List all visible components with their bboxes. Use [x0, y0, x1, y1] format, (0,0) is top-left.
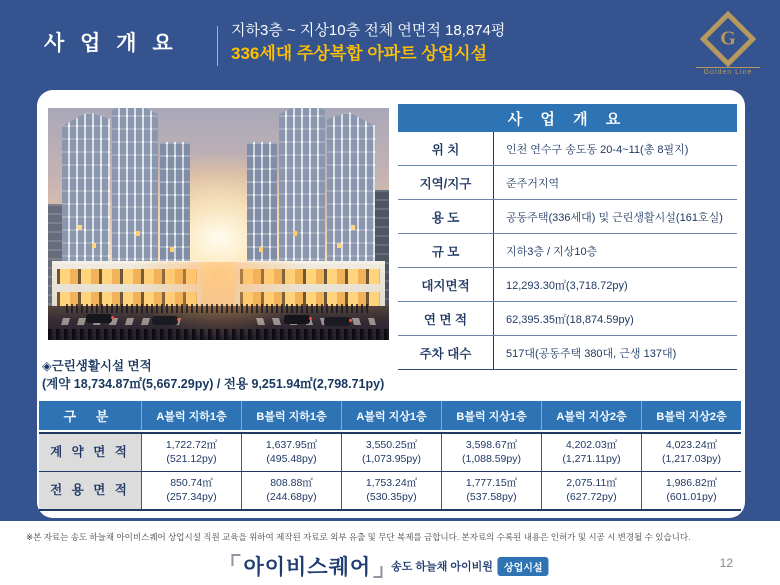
- cell-m2: 4,023.24㎡: [665, 438, 718, 451]
- street: [48, 306, 389, 340]
- header-cell: A블럭 지상1층: [342, 401, 442, 430]
- table-cell: [642, 434, 741, 471]
- cell-py: (1,088.59py): [462, 452, 521, 465]
- header-cell: B블럭 지상2층: [656, 410, 727, 423]
- table-row: [39, 471, 741, 509]
- cell-py: (495.48py): [266, 452, 317, 465]
- crowd: [66, 304, 371, 313]
- cell-m2: 4,202.03㎡: [565, 438, 618, 451]
- cell-m2: 1,753.24㎡: [365, 476, 418, 489]
- row-value: 지하3층 / 지상10층: [506, 245, 598, 258]
- row-label: 계 약 면 적: [39, 434, 142, 471]
- cell-py: (1,073.95py): [362, 452, 421, 465]
- cell-py: (1,271.11py): [562, 452, 621, 465]
- table-row: [398, 200, 737, 234]
- cell-m2: 3,598.67㎡: [465, 438, 518, 451]
- cars: [86, 314, 112, 323]
- cell-m2: 808.88㎡: [270, 476, 313, 489]
- row-label: 위 치: [398, 132, 494, 165]
- table-cell: [342, 472, 442, 509]
- table-cell: [342, 434, 442, 471]
- brand-badge: 상업시설: [498, 557, 549, 576]
- table-row: [398, 166, 737, 200]
- cell-py: (521.12py): [166, 452, 217, 465]
- cell-py: (601.01py): [666, 490, 717, 503]
- brand-logo: [231, 551, 548, 581]
- lit-windows: [78, 225, 82, 230]
- table-row: [398, 234, 737, 268]
- area-table-header: [39, 401, 741, 430]
- row-label: 용 도: [398, 200, 494, 233]
- cell-py: (1,217.03py): [662, 452, 721, 465]
- row-value: 공동주택(336세대) 및 근린생활시설(161호실): [506, 211, 723, 224]
- brand-name: 아이비스퀘어: [243, 556, 372, 579]
- cell-py: (257.34py): [166, 490, 217, 503]
- bracket-open-icon: [231, 554, 240, 566]
- bracket-close-icon: [373, 566, 382, 578]
- cell-m2: 3,550.25㎡: [365, 438, 418, 451]
- table-cell: [542, 434, 642, 471]
- tower: [327, 112, 375, 270]
- table-cell: [242, 434, 342, 471]
- golden-line-logo: [692, 13, 764, 76]
- table-cell: [542, 472, 642, 509]
- tower: [247, 142, 277, 270]
- subtitle-line1: 지하3층 ~ 지상10층 전체 연면적 18,874평: [231, 22, 506, 39]
- building-rendering: [48, 108, 389, 340]
- cell-py: (530.35py): [366, 490, 417, 503]
- tower: [160, 142, 190, 270]
- table-cell: [442, 434, 542, 471]
- cell-m2: 2,075.11㎡: [566, 476, 617, 489]
- table-row: [398, 336, 737, 370]
- row-value: 517대(공동주택 380대, 근생 137대): [506, 347, 677, 360]
- crosswalk: [61, 318, 181, 325]
- crosswalk: [256, 318, 376, 325]
- row-label: 연 면 적: [398, 302, 494, 335]
- header-divider: [217, 26, 218, 66]
- row-label: 전 용 면 적: [39, 472, 142, 509]
- disclaimer-text: ※본 자료는 송도 하늘채 아이비스퀘어 상업시설 직원 교육을 위하여 제작된 자료로 외부 유출 및 무단 복제를 금합니다. 본자료의 수록된 내용은 인허가 및 시공 시 변경될 수 있습니다.: [26, 532, 691, 542]
- tower: [279, 108, 325, 270]
- table-cell: [142, 434, 242, 471]
- table-cell: [642, 472, 741, 509]
- crowd: [48, 329, 389, 340]
- header-subtitle: [231, 20, 505, 66]
- page-number: 12: [719, 556, 733, 570]
- page-title: 사 업 개 요: [44, 32, 178, 55]
- row-label: 주차 대수: [398, 336, 494, 369]
- area-section-heading: [42, 358, 384, 393]
- header-cell: 구 분: [39, 401, 142, 430]
- table-row: [398, 132, 737, 166]
- cell-m2: 1,722.72㎡: [165, 438, 218, 451]
- cell-m2: 1,637.95㎡: [265, 438, 318, 451]
- header-cell: A블럭 지상2층: [542, 401, 642, 430]
- lit-windows: [351, 225, 355, 230]
- content-card: [37, 90, 745, 518]
- row-label: 지역/지구: [398, 166, 494, 199]
- row-value: 12,293.30㎡(3,718.72py): [506, 279, 628, 292]
- tower: [62, 112, 110, 270]
- header-cell: B블럭 지상1층: [442, 401, 542, 430]
- overview-table-title: 사 업 개 요: [398, 104, 737, 132]
- table-row: [39, 434, 741, 471]
- area-section-title: ◈근린생활시설 면적: [42, 359, 152, 373]
- row-value: 인천 연수구 송도동 20-4~11(총 8필지): [506, 143, 689, 156]
- table-cell: [242, 472, 342, 509]
- row-label: 대지면적: [398, 268, 494, 301]
- logo-letter: G: [720, 27, 736, 50]
- header-cell: B블럭 지하1층: [242, 401, 342, 430]
- area-table-body: [39, 432, 741, 511]
- cell-py: (627.72py): [566, 490, 617, 503]
- row-label: 규 모: [398, 234, 494, 267]
- logo-text: Golden Line: [703, 69, 753, 76]
- diamond-icon: [700, 11, 757, 68]
- tower: [112, 108, 158, 270]
- row-value: 62,395.35㎡(18,874.59py): [506, 313, 634, 326]
- table-cell: [442, 472, 542, 509]
- cell-m2: 1,777.15㎡: [465, 476, 518, 489]
- cell-py: (537.58py): [466, 490, 517, 503]
- subtitle-line2: 336세대 주상복합 아파트 상업시설: [231, 43, 488, 63]
- area-table: [39, 401, 741, 511]
- table-cell: [142, 472, 242, 509]
- table-row: [398, 302, 737, 336]
- brand-subtitle: 송도 하늘채 아이비원: [391, 561, 493, 573]
- cell-m2: 1,986.82㎡: [665, 476, 718, 489]
- overview-table: [398, 104, 737, 370]
- header-cell: A블럭 지하1층: [142, 401, 242, 430]
- cell-py: (244.68py): [266, 490, 317, 503]
- table-row: [398, 268, 737, 302]
- row-value: 준주거지역: [506, 177, 560, 190]
- area-section-summary: (계약 18,734.87㎡(5,667.29py) / 전용 9,251.94㎡(2,798.71py): [42, 376, 385, 391]
- cell-m2: 850.74㎡: [170, 476, 213, 489]
